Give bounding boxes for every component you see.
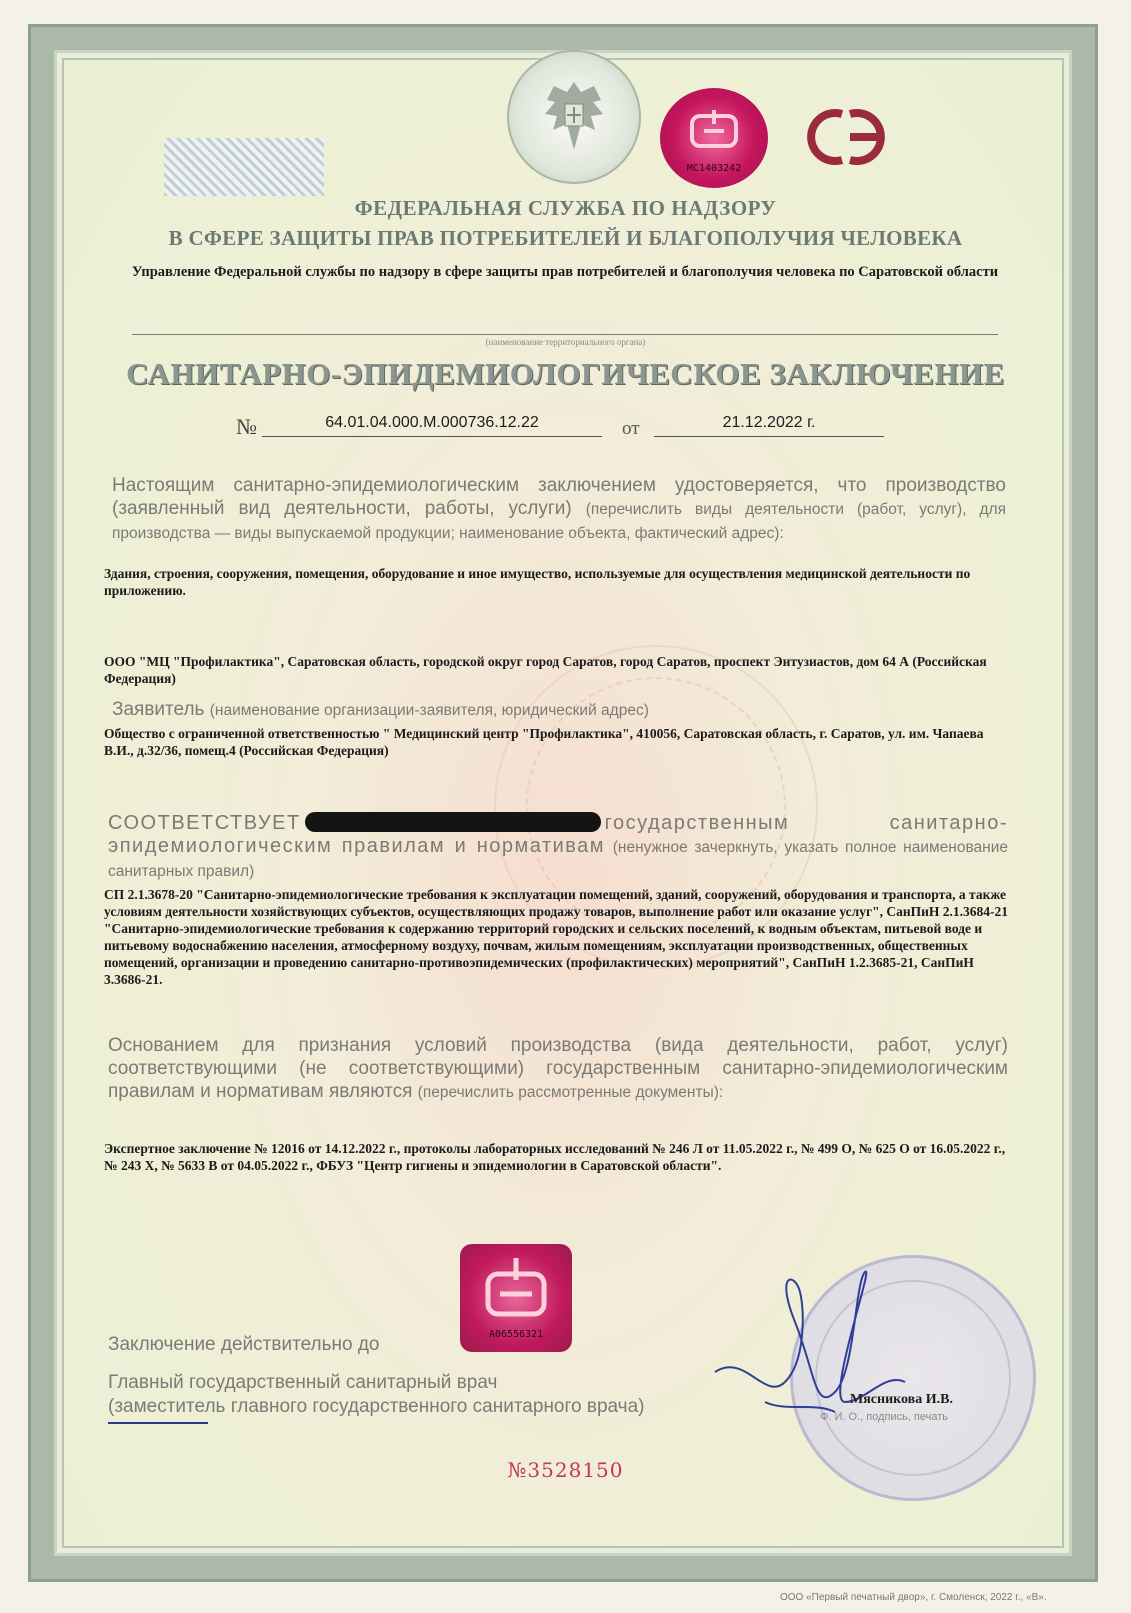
double-headed-eagle-icon (509, 52, 639, 182)
redaction-mark (305, 812, 601, 832)
basis-lead: Основанием для признания условий производства (вида деятельности, работ, услуг) соответствующими (не соответствующими) государственным санитарно-эпидемиологическим правилам и нормативам являются (108, 1035, 1008, 1102)
applicant-caption: (наименование организации-заявителя, юридический адрес) (209, 702, 649, 719)
printer-imprint: ООО «Первый печатный двор», г. Смоленск, 2022 г., «В». (780, 1592, 1047, 1603)
hologram-seal (660, 88, 768, 188)
doctor-title: Главный государственный санитарный врач (108, 1372, 498, 1393)
agency-name-line2: В СФЕРЕ ЗАЩИТЫ ПРАВ ПОТРЕБИТЕЛЕЙ И БЛАГОПОЛУЧИЯ ЧЕЛОВЕКА (168, 226, 963, 250)
activity-lead: Настоящим санитарно-эпидемиологическим заключением удостоверяется, что производство (заявленный вид деятельности, работы, услуги) (112, 475, 1006, 519)
agency-name-line1: ФЕДЕРАЛЬНАЯ СЛУЖБА ПО НАДЗОРУ (354, 196, 777, 220)
basis-caption: (перечислить рассмотренные документы): (417, 1084, 724, 1101)
basis-statement (108, 1034, 1008, 1104)
activity-caption: (перечислить виды деятельности (работ, услуг), для производства — виды выпускаемой продукции; наименование объекта, фактический адрес): (112, 501, 1006, 542)
facility-address: ООО "МЦ "Профилактика", Саратовская область, городской округ город Саратов, город Саратов, проспект Энтузиастов, дом 64 А (Российская Федерация) (104, 654, 987, 686)
hologram-sticker (460, 1244, 572, 1352)
security-pattern (164, 138, 324, 196)
activity-description: Здания, строения, сооружения, помещения, оборудование и иное имущество, используемые для осуществления медицинской деятельности по приложению. (104, 566, 971, 598)
applicant-label: Заявитель (112, 699, 205, 720)
number-label: № (236, 414, 257, 439)
conformity-statement (108, 812, 1008, 883)
date-label: от (622, 418, 640, 439)
form-serial-number: №3528150 (507, 1458, 624, 1482)
territorial-underline (132, 334, 998, 335)
hologram-code: MC1403242 (686, 163, 742, 174)
coat-of-arms-emblem (507, 50, 641, 184)
document-title: САНИТАРНО-ЭПИДЕМИОЛОГИЧЕСКОЕ ЗАКЛЮЧЕНИЕ (126, 356, 1005, 391)
territorial-caption: (наименование территориального органа) (485, 337, 646, 347)
certificate-number: 64.01.04.000.М.000736.12.22 (262, 414, 602, 437)
signer-name: Мясникова И.В. (850, 1392, 953, 1407)
sanitary-service-icon (688, 106, 740, 152)
basis-documents: Экспертное заключение № 12016 от 14.12.2022 г., протоколы лабораторных исследований № 246 Л от 11.05.2022 г., № 499 О, № 625 О от 16.05.2022 г., № 243 Х, № 5633 В от 04.05.2022 г., ФБУЗ "Центр гигиены и эпидемиологии в Саратовской области". (104, 1141, 1006, 1173)
sanitary-rules-list: СП 2.1.3678-20 "Санитарно-эпидемиологические требования к эксплуатации помещений, зданий, сооружений, оборудования и транспорта, а также условиям деятельности хозяйствующих субъектов, осуществляющих продажу товаров, выполнение работ или оказание услуг", СанПиН 2.1.3684-21 "Санитарно-эпидемиологические требования к содержанию территорий городских и сельских поселений, к водным объектам, питьевой воде и питьевому водоснабжению населения, атмосферному воздуху, почвам, жилым помещениям, эксплуатации производственных, общественных помещений, организации и проведению санитарно-противоэпидемических (профилактических) мероприятий", СанПиН 1.2.3685-21, СанПиН 3.3686-21. (104, 887, 1009, 987)
territorial-body: Управление Федеральной службы по надзору в сфере защиты прав потребителей и благополучия человека по Саратовской области (131, 264, 999, 280)
conformity-caption: (ненужное зачеркнуть, указать полное наименование санитарных правил) (108, 839, 1008, 880)
applicant-statement (112, 698, 1006, 722)
signer-caption: Ф. И. О., подпись, печать (820, 1411, 948, 1423)
applicant-details: Общество с ограниченной ответственностью " Медицинский центр "Профилактика", 410056, Саратовская область, г. Саратов, ул. им. Чапаева В.И., д.32/36, помещ.4 (Российская Федерация) (104, 726, 984, 758)
validity-label: Заключение действительно до (108, 1334, 380, 1355)
doctor-deputy-title: (заместитель главного государственного санитарного врача) (108, 1396, 645, 1417)
conformity-word: СООТВЕТСТВУЕТ (108, 812, 301, 834)
conformity-lead: государственным санитарно-эпидемиологическим правилам и нормативам (108, 812, 1008, 857)
hologram-code: A06556321 (488, 1329, 544, 1340)
activity-statement (112, 474, 1006, 545)
ink-underline (108, 1422, 208, 1424)
issue-date: 21.12.2022 г. (654, 414, 884, 437)
ce-logo-icon (798, 104, 894, 170)
